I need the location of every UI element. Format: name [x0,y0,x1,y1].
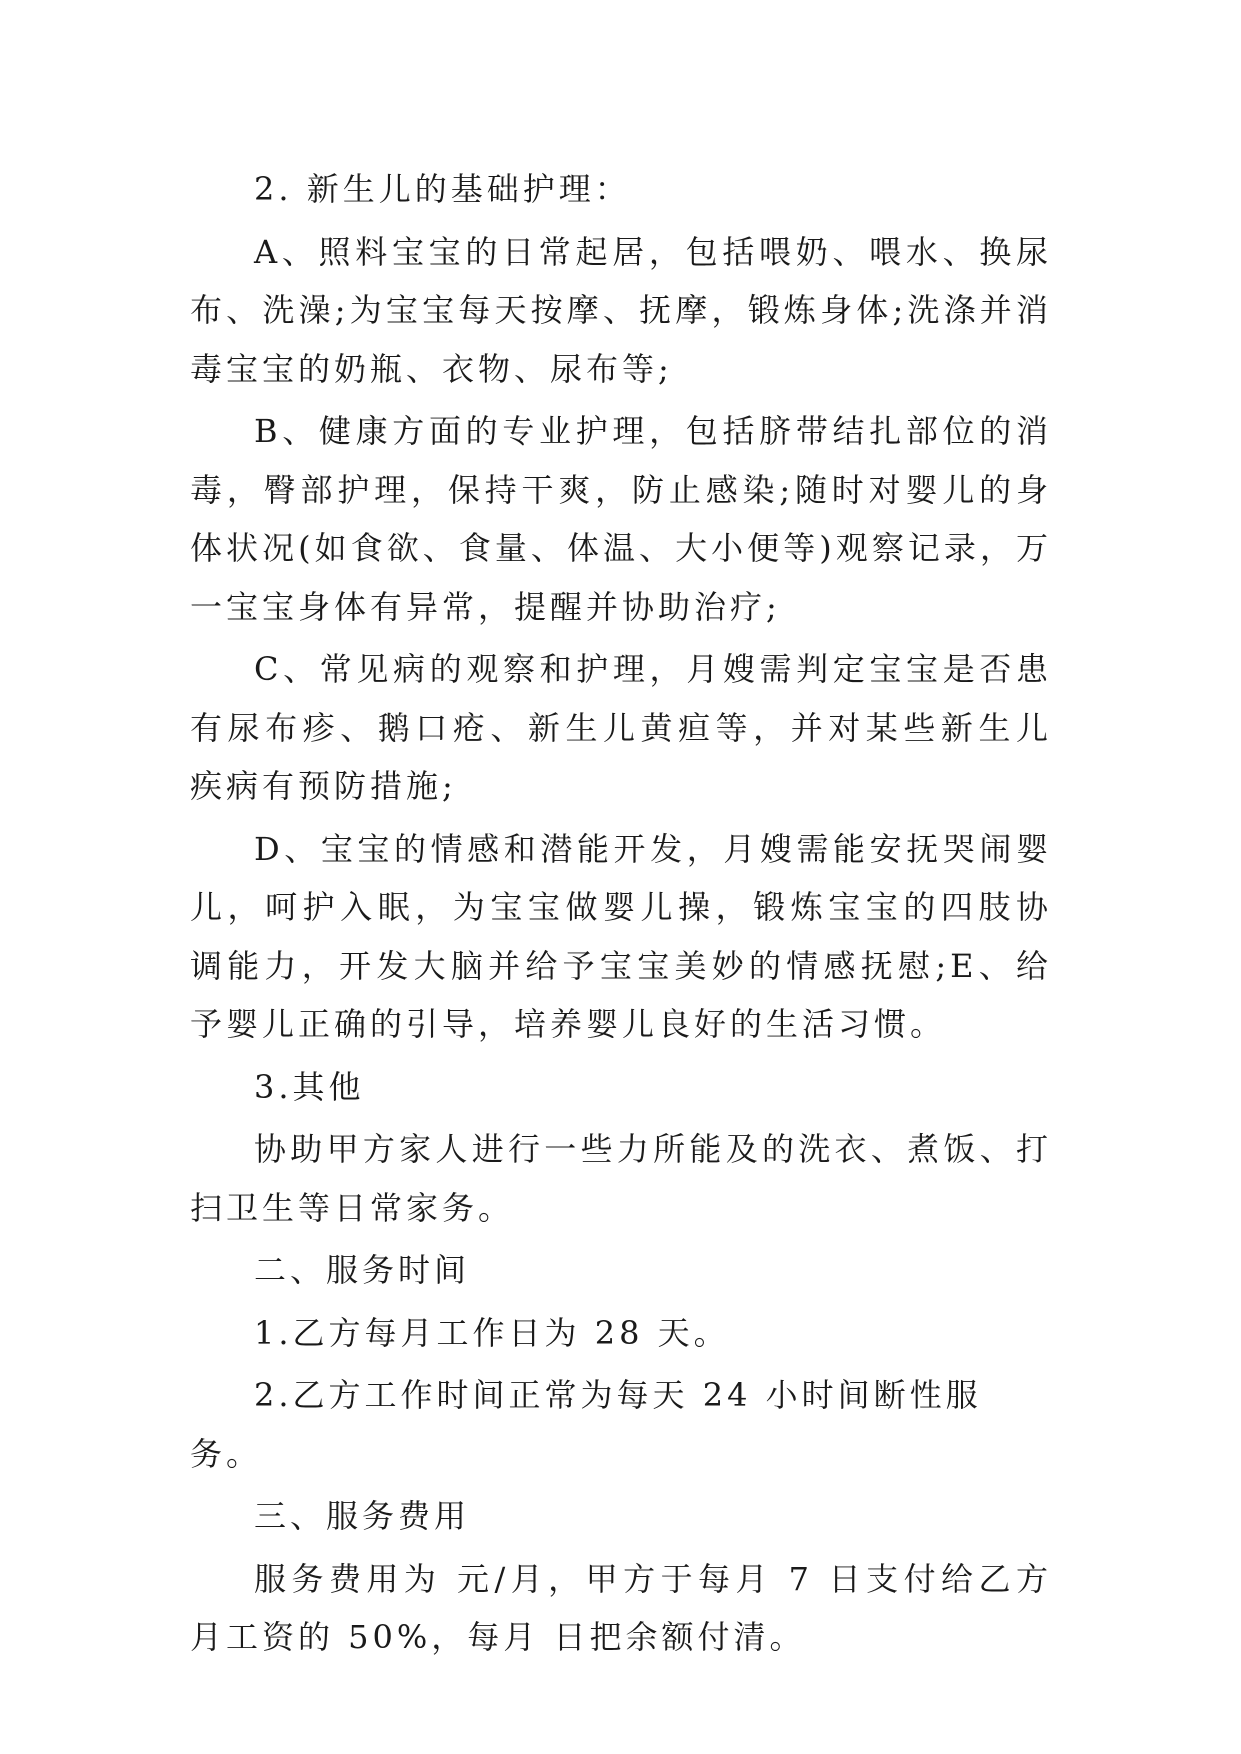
section-service-time-heading: 二、服务时间 [254,1251,471,1289]
document-body [190,160,1052,1671]
paragraph-basic-care-heading: 2. 新生儿的基础护理： [254,170,631,208]
paragraph-service-fee: 服务费用为 元/月，甲方于每月 7 日支付给乙方月工资的 50%，每月 日把余额付清。 [190,1559,1052,1656]
paragraph-other-body: 协助甲方家人进行一些力所能及的洗衣、煮饭、打扫卫生等日常家务。 [190,1130,1052,1227]
section-service-fee-heading: 三、服务费用 [254,1497,471,1535]
paragraph-care-c: C、常见病的观察和护理，月嫂需判定宝宝是否患有尿布疹、鹅口疮、新生儿黄疸等，并对某些新生儿疾病有预防措施; [190,650,1052,805]
paragraph-care-a: A、照料宝宝的日常起居，包括喂奶、喂水、换尿布、洗澡;为宝宝每天按摩、抚摩，锻炼身体;洗涤并消毒宝宝的奶瓶、衣物、尿布等; [190,232,1052,388]
paragraph-other-heading: 3.其他 [254,1067,365,1106]
paragraph-care-b: B、健康方面的专业护理，包括脐带结扎部位的消毒，臀部护理，保持干爽，防止感染;随时对婴儿的身体状况(如食欲、食量、体温、大小便等)观察记录，万一宝宝身体有异常，提醒并协助治疗; [190,412,1052,626]
paragraph-work-days: 1.乙方每月工作日为 28 天。 [254,1313,730,1352]
paragraph-work-hours: 2.乙方工作时间正常为每天 24 小时间断性服务。 [190,1376,982,1473]
paragraph-care-d: D、宝宝的情感和潜能开发，月嫂需能安抚哭闹婴儿，呵护入眠，为宝宝做婴儿操，锻炼宝宝的四肢协调能力，开发大脑并给予宝宝美妙的情感抚慰;E、给予婴儿正确的引导，培养婴儿良好的生活习惯。 [190,829,1052,1043]
